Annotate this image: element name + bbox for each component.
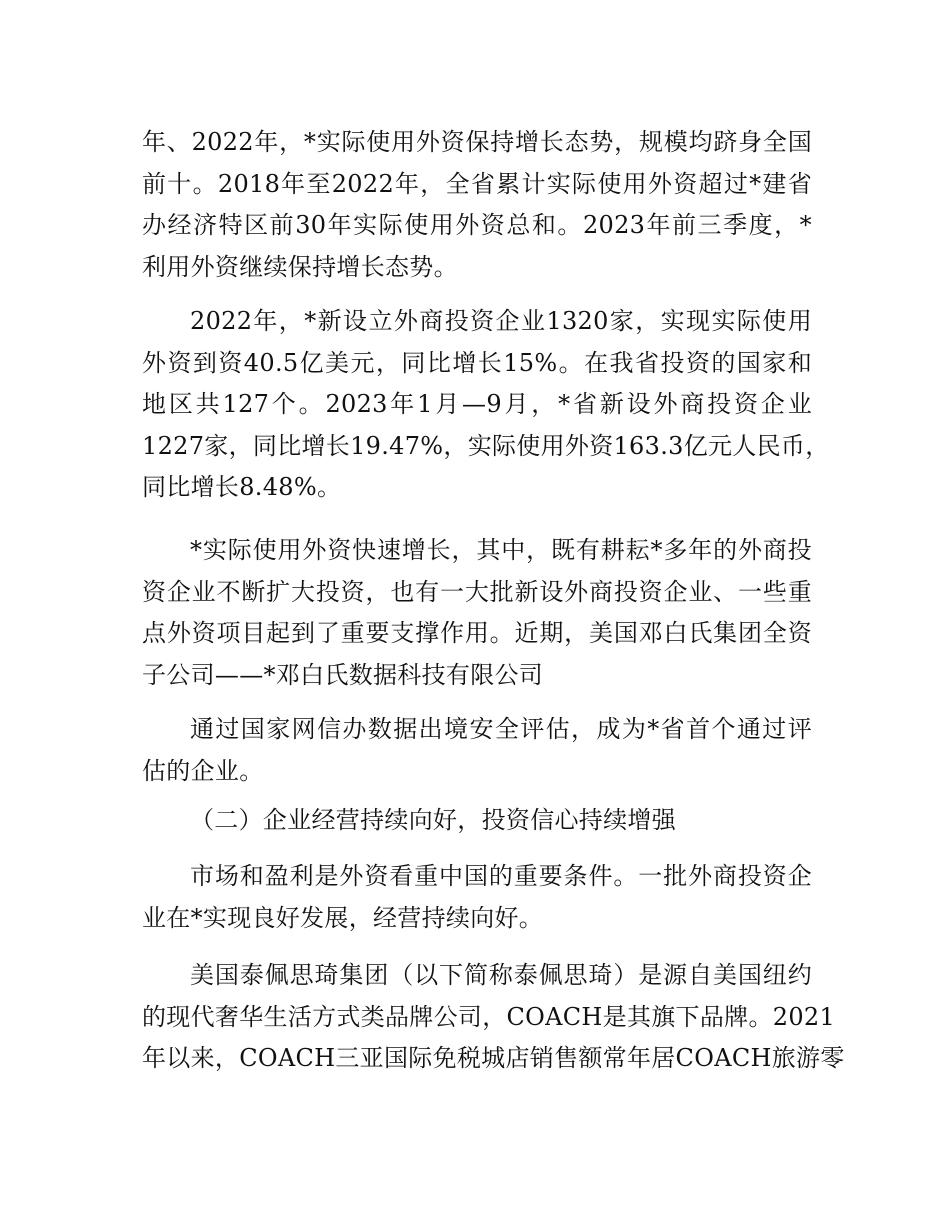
text-line: *实际使用外资快速增长，其中，既有耕耘*多年的外商投 bbox=[190, 536, 812, 564]
section-heading-text: （二）企业经营持续向好，投资信心持续增强 bbox=[190, 806, 676, 834]
text-line: 子公司——*邓白氏数据科技有限公司 bbox=[142, 660, 544, 689]
text-line: 同比增长8.48%。 bbox=[142, 473, 342, 501]
text-line: 年以来，COACH三亚国际免税城店销售额常年居COACH旅游零 bbox=[142, 1044, 845, 1072]
text-line: 通过国家网信办数据出境安全评估，成为*省首个通过评 bbox=[190, 715, 812, 743]
text-line: 1227家，同比增长19.47%，实际使用外资163.3亿元人民币， bbox=[142, 431, 830, 460]
text-line: 点外资项目起到了重要支撑作用。近期，美国邓白氏集团全资 bbox=[142, 619, 812, 647]
paragraph-2022-statistics bbox=[142, 301, 830, 509]
paragraph-tapestry bbox=[142, 955, 845, 1080]
paragraph-market-profit bbox=[142, 856, 812, 939]
text-line: 估的企业。 bbox=[142, 756, 264, 785]
text-line: 资企业不断扩大投资，也有一大批新设外商投资企业、一些重 bbox=[142, 577, 812, 606]
text-line: 的现代奢华生活方式类品牌公司，COACH是其旗下品牌。2021 bbox=[142, 1002, 836, 1031]
text-line: 办经济特区前30年实际使用外资总和。2023年前三季度，* bbox=[142, 211, 812, 239]
text-line: 业在*实现良好发展，经营持续向好。 bbox=[142, 903, 544, 932]
text-line: 地区共127个。2023年1月—9月，*省新设外商投资企业 bbox=[142, 390, 812, 418]
text-line: 2022年，*新设立外商投资企业1320家，实现实际使用 bbox=[190, 307, 812, 335]
paragraph-security-assessment bbox=[142, 709, 812, 792]
text-line: 年、2022年，*实际使用外资保持增长态势，规模均跻身全国 bbox=[142, 128, 812, 156]
text-line: 美国泰佩思琦集团（以下简称泰佩思琦）是源自美国纽约 bbox=[190, 961, 812, 989]
paragraph-rapid-growth bbox=[142, 530, 812, 696]
text-line: 前十。2018年至2022年，全省累计实际使用外资超过*建省 bbox=[142, 169, 812, 198]
section-heading bbox=[142, 800, 812, 842]
text-line: 市场和盈利是外资看重中国的重要条件。一批外商投资企 bbox=[190, 862, 812, 890]
text-line: 外资到资40.5亿美元，同比增长15%。在我省投资的国家和 bbox=[142, 348, 812, 377]
text-line: 利用外资继续保持增长态势。 bbox=[142, 252, 458, 281]
paragraph-foreign-investment-growth bbox=[142, 122, 812, 288]
